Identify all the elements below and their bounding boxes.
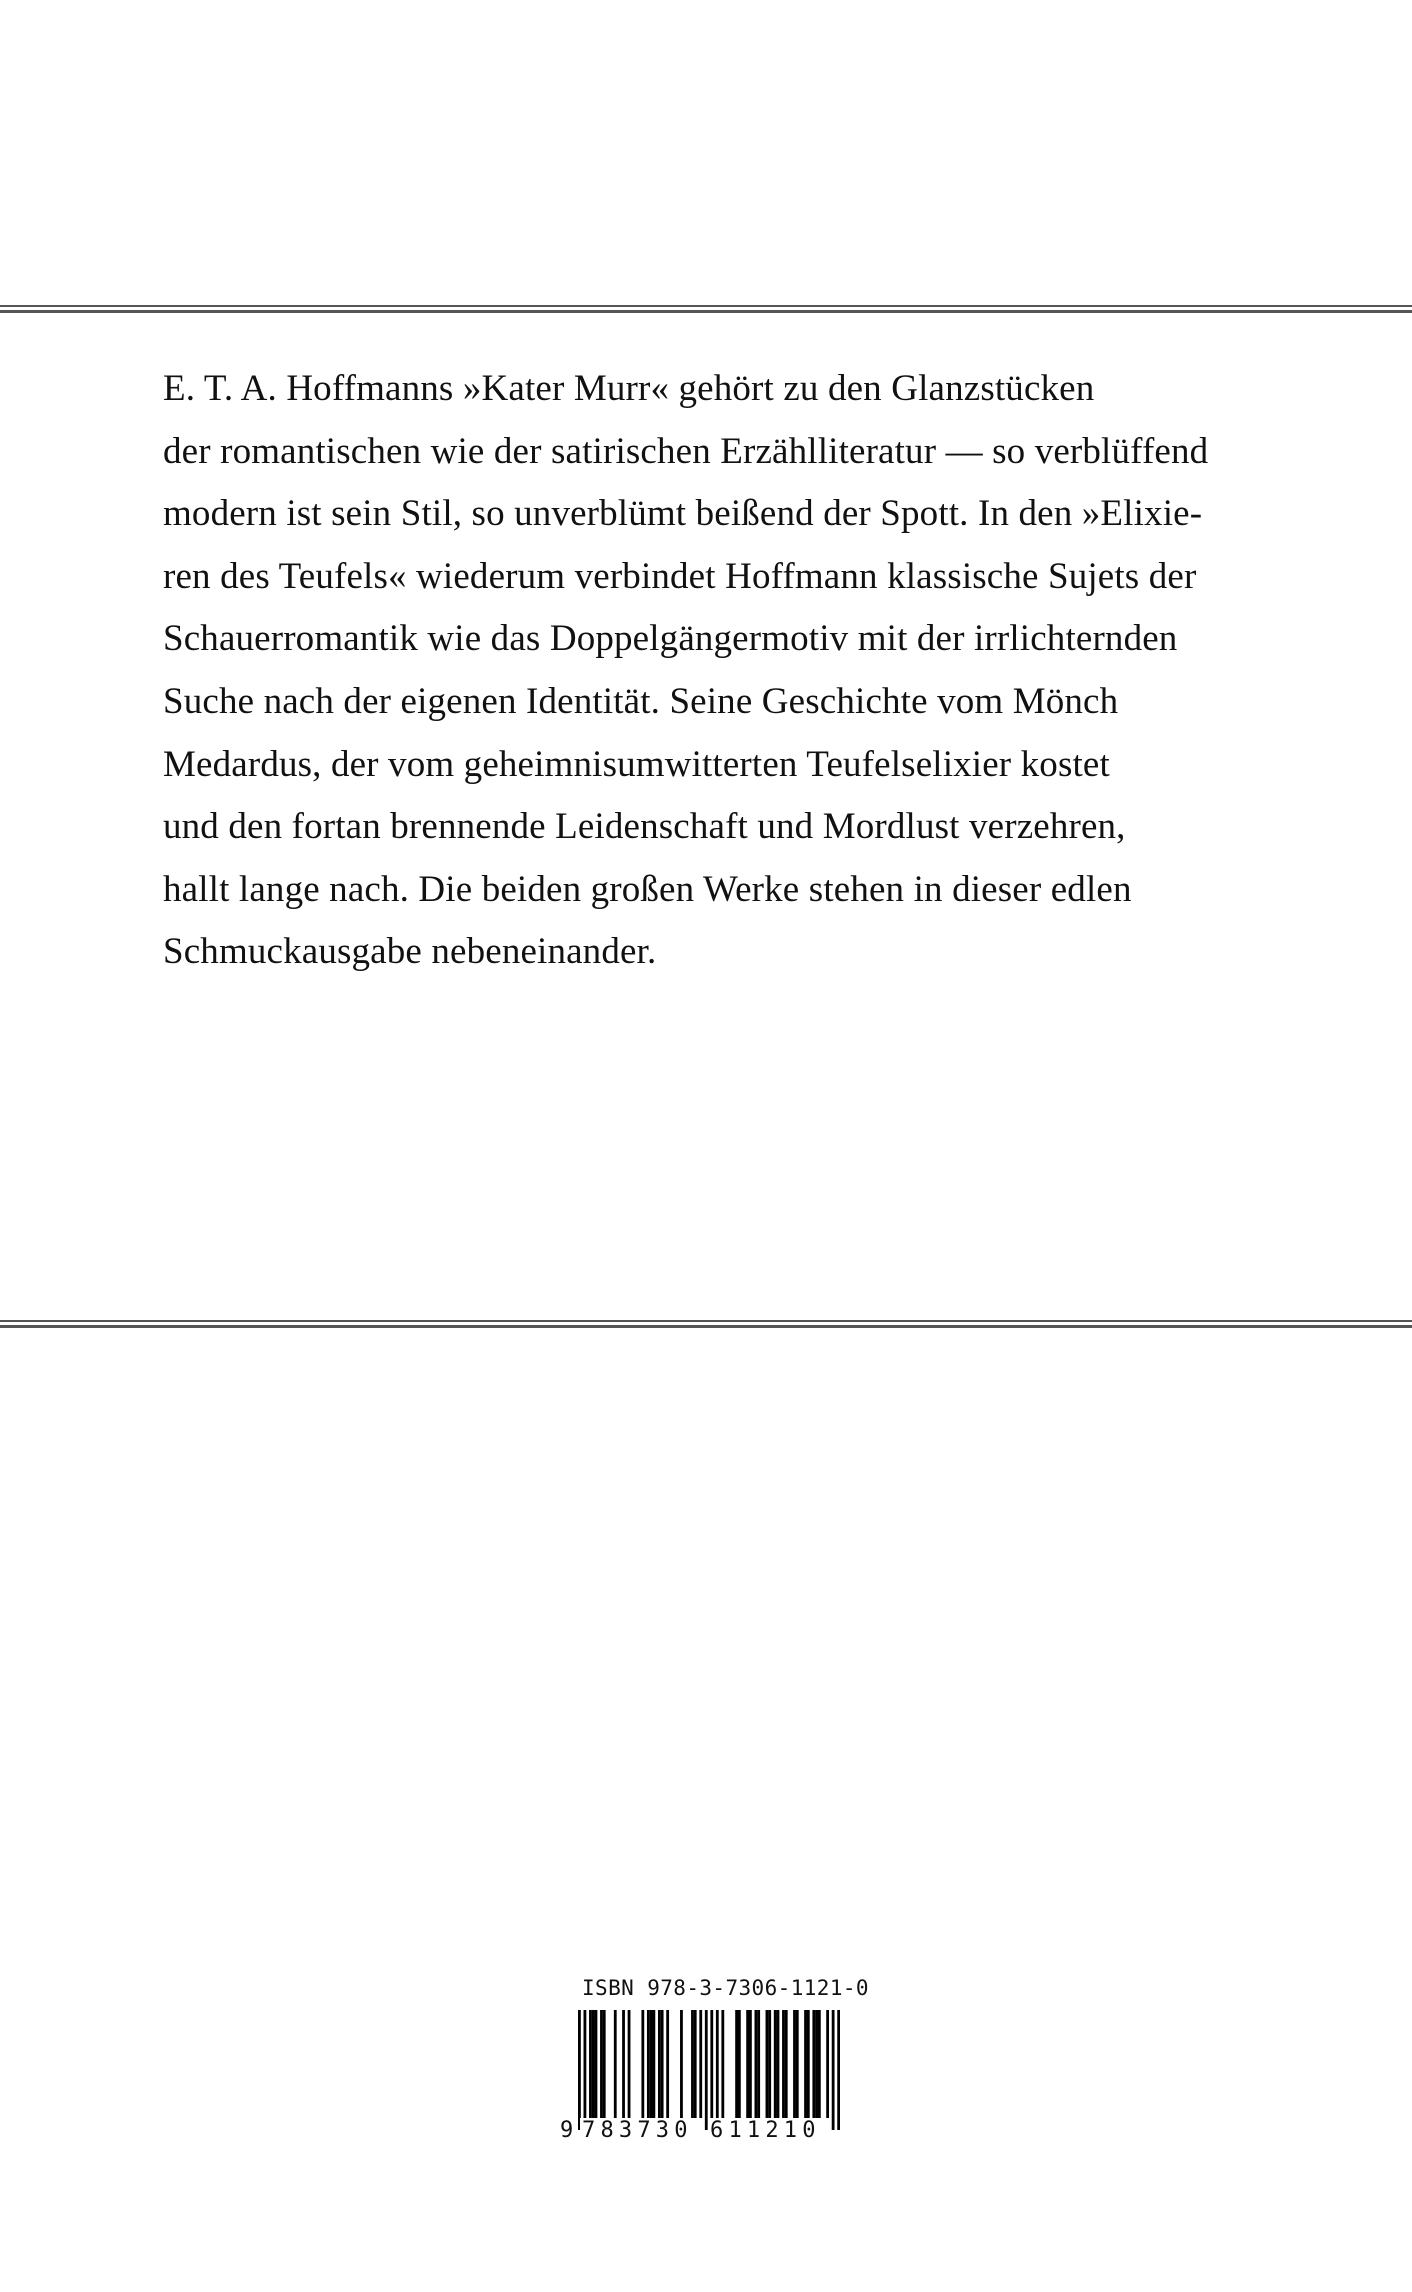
barcode-bar <box>807 2010 810 2118</box>
barcode-bar <box>815 2010 818 2118</box>
rule-thick-line <box>0 310 1412 313</box>
blurb-line: E. T. A. Hoffmanns »Kater Murr« gehört zu den Glanzstücken <box>163 368 1095 409</box>
barcode-bar <box>826 2010 829 2118</box>
barcode-bar <box>650 2010 653 2118</box>
barcode-bar <box>812 2010 815 2118</box>
blurb-text <box>163 358 1263 984</box>
ean-right-digits: 611210 <box>710 2118 821 2143</box>
barcode-bar <box>782 2010 785 2118</box>
barcode-bar <box>774 2010 777 2118</box>
barcode-bar <box>738 2010 741 2118</box>
blurb-line: Schmuckausgabe nebeneinander. <box>163 931 657 973</box>
barcode-bar <box>785 2010 788 2118</box>
barcode-bar <box>622 2010 625 2118</box>
barcode-bar <box>595 2010 598 2118</box>
blurb-line: und den fortan brennende Leidenschaft und Mordlust verzehren, <box>163 806 1126 848</box>
blurb-line: Suche nach der eigenen Identität. Seine Geschichte vom Mönch <box>163 680 1119 722</box>
top-double-rule <box>0 305 1412 315</box>
isbn-barcode <box>560 1976 869 2156</box>
ean-left-digits: 783730 <box>582 2118 693 2143</box>
barcode-bar <box>804 2010 807 2118</box>
barcode-bar <box>793 2010 796 2118</box>
barcode-bar <box>757 2010 760 2118</box>
ean-first-digit: 9 <box>560 2118 574 2143</box>
barcode-bar <box>647 2010 650 2118</box>
barcode-guard-bar <box>837 2010 840 2130</box>
barcode-bar <box>755 2010 758 2118</box>
barcode-bars <box>560 2010 840 2130</box>
barcode-guard-bar <box>832 2010 835 2130</box>
barcode-bar <box>652 2010 655 2118</box>
blurb-line: ren des Teufels« wiederum verbindet Hoffmann klassische Sujets der <box>163 555 1197 597</box>
bottom-double-rule <box>0 1320 1412 1330</box>
barcode-bar <box>796 2010 799 2118</box>
barcode-bar <box>768 2010 771 2118</box>
barcode-bar <box>766 2010 769 2118</box>
barcode-bar <box>641 2010 644 2118</box>
blurb-line: Schauerromantik wie das Doppelgängermotiv mit der irrlichternden <box>163 618 1178 660</box>
barcode-guard-bar <box>710 2010 713 2130</box>
isbn-label: ISBN 978-3-7306-1121-0 <box>582 1976 869 2000</box>
barcode-bar <box>666 2010 669 2118</box>
barcode-bar <box>600 2010 603 2118</box>
barcode-bar <box>818 2010 821 2118</box>
blurb-line: modern ist sein Stil, so unverblümt beißend der Spott. In den »Elixie- <box>163 493 1203 535</box>
barcode-bar <box>589 2010 592 2118</box>
barcode-guard-bar <box>705 2010 708 2130</box>
barcode-bar <box>691 2010 694 2118</box>
rule-thin-line <box>0 305 1412 307</box>
barcode-guard-bar <box>578 2010 581 2130</box>
barcode-bar <box>721 2010 724 2118</box>
blurb-line: Medardus, der vom geheimnisumwitterten Teufelselixier kostet <box>163 743 1110 785</box>
barcode-guard-bar <box>584 2010 587 2130</box>
barcode-bar <box>614 2010 617 2118</box>
barcode-bar <box>777 2010 780 2118</box>
barcode-bar <box>680 2010 683 2118</box>
blurb-line: hallt lange nach. Die beiden großen Werke stehen in dieser edlen <box>163 868 1132 910</box>
barcode-bar <box>749 2010 752 2118</box>
barcode-bar <box>658 2010 661 2118</box>
blurb-line: der romantischen wie der satirischen Erzählliteratur — so verblüffend <box>163 430 1209 472</box>
rule-thin-line <box>0 1320 1412 1322</box>
barcode-bar <box>746 2010 749 2118</box>
barcode-bar <box>592 2010 595 2118</box>
barcode-bar <box>661 2010 664 2118</box>
barcode-bar <box>628 2010 631 2118</box>
rule-thick-line <box>0 1325 1412 1328</box>
barcode-bar <box>603 2010 606 2118</box>
barcode-bar <box>699 2010 702 2118</box>
barcode-bar <box>735 2010 738 2118</box>
barcode-bar <box>716 2010 719 2118</box>
barcode-bar <box>694 2010 697 2118</box>
